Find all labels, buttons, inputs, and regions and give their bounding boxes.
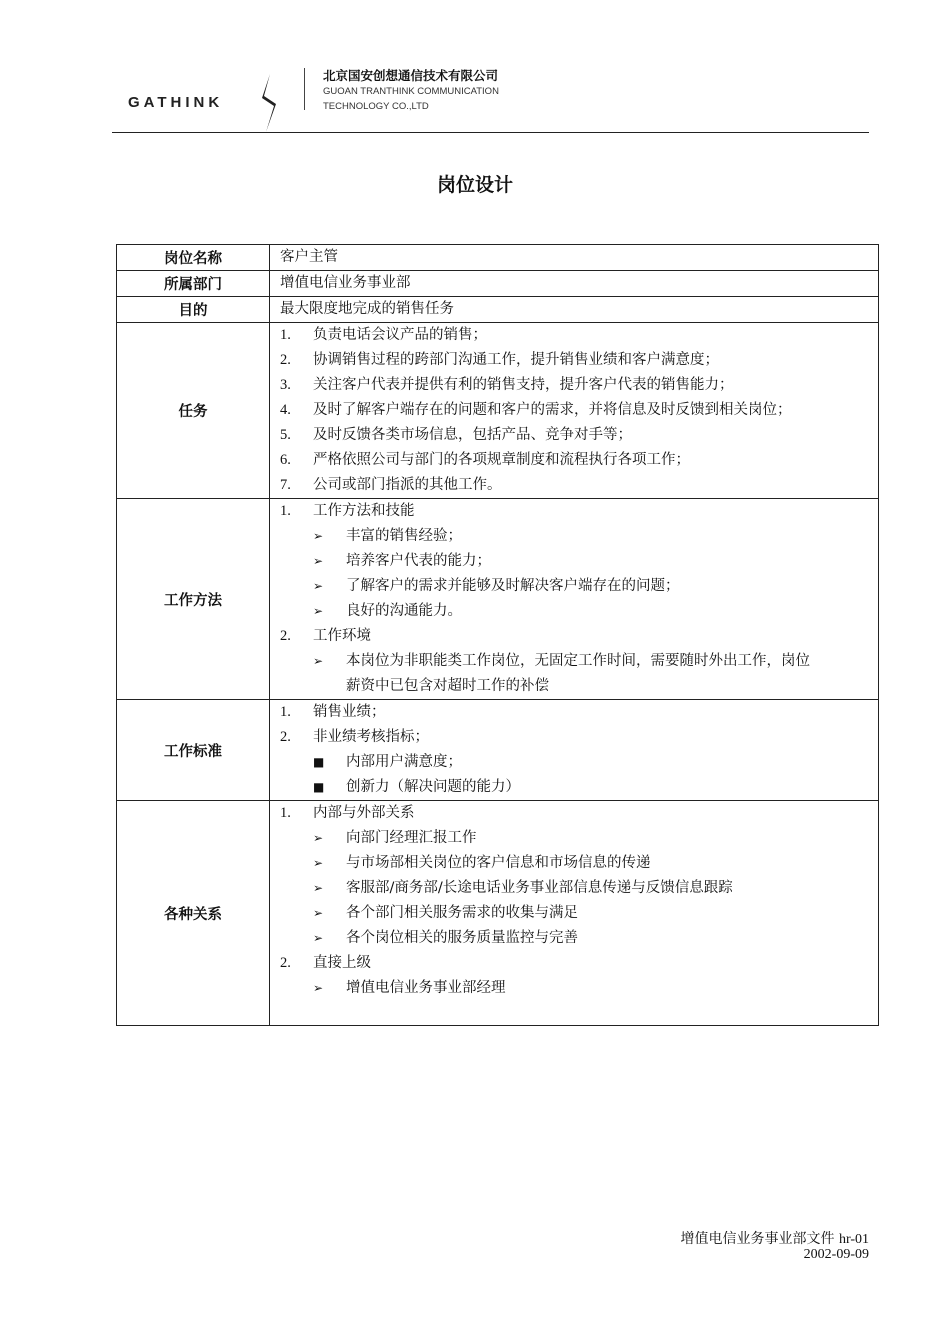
table-row-department xyxy=(117,271,879,297)
arrow-bullet-icon: ➢ xyxy=(313,931,324,945)
item-text: 良好的沟通能力。 xyxy=(346,603,462,619)
company-name-en-line2: TECHNOLOGY CO.,LTD xyxy=(323,101,429,112)
arrow-bullet-icon: ➢ xyxy=(313,604,324,618)
company-name-cn: 北京国安创想通信技术有限公司 xyxy=(323,68,499,83)
footer-doc-code: hr-01 xyxy=(838,1232,869,1247)
label-tasks: 任务 xyxy=(117,323,270,499)
item-number: 1. xyxy=(280,805,291,821)
list-item xyxy=(280,398,878,423)
table-row-tasks xyxy=(117,323,879,499)
list-item xyxy=(280,951,878,976)
item-text: 公司或部门指派的其他工作。 xyxy=(313,477,502,493)
value-purpose xyxy=(270,297,879,323)
item-text: 向部门经理汇报工作 xyxy=(346,830,477,846)
document-title: 岗位设计 xyxy=(436,174,513,196)
item-number: 2. xyxy=(280,955,291,971)
label-standards: 工作标准 xyxy=(117,700,270,801)
item-text: 协调销售过程的跨部门沟通工作，提升销售业绩和客户满意度； xyxy=(313,352,719,368)
item-text: 创新力（解决问题的能力） xyxy=(346,779,520,795)
arrow-bullet-icon: ➢ xyxy=(313,906,324,920)
sub-list-item xyxy=(280,851,878,876)
list-item xyxy=(280,373,878,398)
item-text: 内部与外部关系 xyxy=(313,805,415,821)
sub-list-item xyxy=(280,775,878,800)
list-item xyxy=(280,323,878,348)
sub-list-item xyxy=(280,599,878,624)
label-methods: 工作方法 xyxy=(117,499,270,700)
square-bullet-icon: ■ xyxy=(313,755,325,769)
list-item xyxy=(280,348,878,373)
sub-list-item xyxy=(280,826,878,851)
item-number: 1. xyxy=(280,503,291,519)
value-standards xyxy=(270,700,879,801)
item-text: 增值电信业务事业部经理 xyxy=(346,980,506,996)
position-value-text: 客户主管 xyxy=(280,249,338,265)
item-text: 直接上级 xyxy=(313,955,371,971)
department-value-text: 增值电信业务事业部 xyxy=(280,275,411,291)
sub-list-item xyxy=(280,549,878,574)
sub-list-item xyxy=(280,926,878,951)
sub-list-item xyxy=(280,976,878,1001)
table-row-purpose xyxy=(117,297,879,323)
item-text: 了解客户的需求并能够及时解决客户端存在的问题； xyxy=(346,578,680,594)
purpose-value-text: 最大限度地完成的销售任务 xyxy=(280,301,454,317)
job-design-table xyxy=(116,244,879,1026)
list-item xyxy=(280,448,878,473)
list-item xyxy=(280,499,878,524)
arrow-bullet-icon: ➢ xyxy=(313,554,324,568)
table-row-relations xyxy=(117,801,879,1026)
item-text: 与市场部相关岗位的客户信息和市场信息的传递 xyxy=(346,855,651,871)
table-row-position xyxy=(117,245,879,271)
sub-list-item xyxy=(280,649,878,674)
item-text: 内部用户满意度； xyxy=(346,754,462,770)
sub-list-item xyxy=(280,524,878,549)
item-number: 4. xyxy=(280,402,291,418)
arrow-bullet-icon: ➢ xyxy=(313,654,324,668)
item-number: 2. xyxy=(280,352,291,368)
item-number: 5. xyxy=(280,427,291,443)
header-rule xyxy=(112,132,869,133)
list-item xyxy=(280,473,878,498)
arrow-bullet-icon: ➢ xyxy=(313,831,324,845)
company-name-en-line1: GUOAN TRANTHINK COMMUNICATION xyxy=(323,86,499,97)
table-row-methods xyxy=(117,499,879,700)
list-item xyxy=(280,423,878,448)
item-text: 负责电话会议产品的销售； xyxy=(313,327,487,343)
item-number: 2. xyxy=(280,729,291,745)
label-department: 所属部门 xyxy=(117,271,270,297)
sub-list-item xyxy=(280,574,878,599)
brand-logo-icon xyxy=(256,74,284,132)
item-text: 严格依照公司与部门的各项规章制度和流程执行各项工作； xyxy=(313,452,690,468)
item-text: 工作方法和技能 xyxy=(313,503,415,519)
list-item xyxy=(280,801,878,826)
item-number: 7. xyxy=(280,477,291,493)
item-text: 关注客户代表并提供有利的销售支持，提升客户代表的销售能力； xyxy=(313,377,734,393)
item-text: 本岗位为非职能类工作岗位，无固定工作时间，需要随时外出工作，岗位 xyxy=(346,653,810,669)
item-text: 非业绩考核指标； xyxy=(313,729,429,745)
item-text: 丰富的销售经验； xyxy=(346,528,462,544)
brand-wordmark: GATHINK xyxy=(128,94,224,111)
item-text: 及时反馈各类市场信息，包括产品、竞争对手等； xyxy=(313,427,632,443)
sub-list-item xyxy=(280,876,878,901)
footer-doc-name: 增值电信业务事业部文件 xyxy=(680,1231,835,1247)
item-number: 1. xyxy=(280,704,291,720)
sub-list-item xyxy=(280,750,878,775)
footer-document-label xyxy=(681,1228,870,1248)
item-text: 及时了解客户端存在的问题和客户的需求，并将信息及时反馈到相关岗位； xyxy=(313,402,792,418)
footer-date: 2002-09-09 xyxy=(803,1247,869,1262)
arrow-bullet-icon: ➢ xyxy=(313,529,324,543)
value-relations xyxy=(270,801,879,1026)
list-item xyxy=(280,725,878,750)
label-relations: 各种关系 xyxy=(117,801,270,1026)
square-bullet-icon: ■ xyxy=(313,780,325,794)
item-text: 各个岗位相关的服务质量监控与完善 xyxy=(346,930,578,946)
header-divider xyxy=(304,68,305,110)
value-tasks xyxy=(270,323,879,499)
item-text: 销售业绩； xyxy=(313,704,386,720)
label-purpose: 目的 xyxy=(117,297,270,323)
sub-list-item xyxy=(280,901,878,926)
item-text: 客服部/商务部/长途电话业务事业部信息传递与反馈信息跟踪 xyxy=(346,880,733,896)
item-text: 培养客户代表的能力； xyxy=(346,553,491,569)
value-department xyxy=(270,271,879,297)
letterhead xyxy=(0,0,950,140)
list-item xyxy=(280,700,878,725)
item-number: 2. xyxy=(280,628,291,644)
value-methods xyxy=(270,499,879,700)
value-position xyxy=(270,245,879,271)
arrow-bullet-icon: ➢ xyxy=(313,881,324,895)
list-item xyxy=(280,624,878,649)
item-number: 3. xyxy=(280,377,291,393)
item-text: 工作环境 xyxy=(313,628,371,644)
table-row-standards xyxy=(117,700,879,801)
item-number: 6. xyxy=(280,452,291,468)
item-number: 1. xyxy=(280,327,291,343)
item-text: 各个部门相关服务需求的收集与满足 xyxy=(346,905,578,921)
arrow-bullet-icon: ➢ xyxy=(313,981,324,995)
sub-list-item-continuation: 薪资中已包含对超时工作的补偿 xyxy=(346,678,549,694)
arrow-bullet-icon: ➢ xyxy=(313,856,324,870)
label-position: 岗位名称 xyxy=(117,245,270,271)
arrow-bullet-icon: ➢ xyxy=(313,579,324,593)
